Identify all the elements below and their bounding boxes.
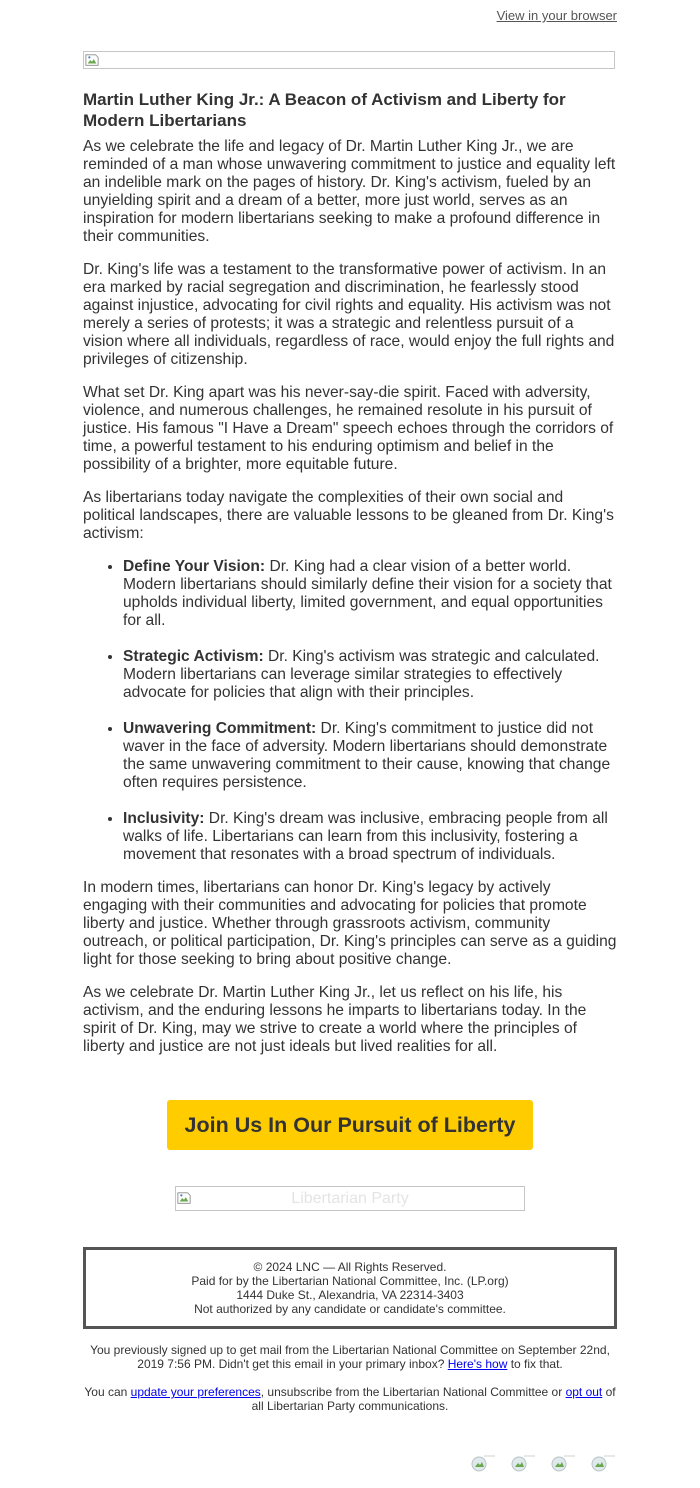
join-us-button[interactable]: Join Us In Our Pursuit of Liberty [167, 1100, 533, 1150]
header-image [83, 51, 615, 69]
article-title: Martin Luther King Jr.: A Beacon of Activism and Liberty for Modern Libertarians [83, 90, 566, 130]
lesson-label: Inclusivity: [123, 810, 205, 827]
list-item [123, 720, 617, 792]
not-authorized-line: Not authorized by any candidate or candidate's committee. [194, 1302, 506, 1316]
lesson-text: Dr. King's dream was inclusive, embracing people from all walks of life. Libertarians can learn from this inclusivity, fostering a movement that resonates with a broad spectrum of individuals. [123, 810, 608, 863]
paragraph: As libertarians today navigate the complexities of their own social and political landscapes, there are valuable lessons to be gleaned from Dr. King's activism: [83, 489, 614, 542]
paragraph: What set Dr. King apart was his never-say-die spirit. Faced with adversity, violence, and numerous challenges, he remained resolute in his pursuit of justice. His famous "I Have a Dream" speech echoes through the corridors of time, a powerful testament to his enduring optimism and belief in the possibility of a brighter, more equitable future. [83, 384, 614, 473]
instagram-broken-image-icon[interactable] [550, 1451, 576, 1473]
lesson-text: Dr. King had a clear vision of a better world. Modern libertarians should similarly define their vision for a society that upholds individual liberty, limited government, and equal opportunities for all. [123, 558, 612, 629]
copyright-line: © 2024 LNC — All Rights Reserved. [253, 1260, 447, 1274]
list-item [123, 648, 617, 702]
paragraph: As we celebrate Dr. Martin Luther King Jr., let us reflect on his life, his activism, and the enduring lessons he imparts to libertarians today. In the spirit of Dr. King, may we strive to create a world where the principles of liberty and justice are not just ideals but lived realities for all. [83, 984, 587, 1055]
address-line: 1444 Duke St., Alexandria, VA 22314-3403 [236, 1288, 464, 1302]
lesson-label: Define Your Vision: [123, 558, 266, 575]
paid-for-line: Paid for by the Libertarian National Committee, Inc. (LP.org) [191, 1274, 509, 1288]
article [83, 89, 617, 1071]
view-in-browser-link[interactable]: View in your browser [496, 8, 617, 23]
heres-how-link[interactable]: Here's how [447, 1357, 508, 1371]
logo-alt-text: Libertarian Party [291, 1189, 409, 1207]
list-item [123, 558, 617, 630]
opt-out-link[interactable]: opt out [565, 1385, 603, 1399]
libertarian-party-logo[interactable] [175, 1186, 525, 1211]
twitter-broken-image-icon[interactable] [510, 1451, 536, 1473]
list-item [123, 810, 617, 864]
broken-image-icon [85, 53, 99, 67]
facebook-broken-image-icon[interactable] [470, 1451, 496, 1473]
broken-image-icon [177, 1191, 191, 1205]
social-links [470, 1451, 616, 1473]
paragraph: Dr. King's life was a testament to the transformative power of activism. In an era marked by racial segregation and discrimination, he fearlessly stood against injustice, advocating for civil rights and equality. His activism was not merely a series of protests; it was a strategic and relentless pursuit of a vision where all individuals, regardless of race, would enjoy the full rights and privileges of citizenship. [83, 261, 615, 368]
lesson-label: Strategic Activism: [123, 648, 264, 665]
signup-notice: You previously signed up to get mail from the Libertarian National Committee on September 22nd, 2019 7:56 PM. Didn't get this email in your primary inbox? Here's how to fix that. [90, 1343, 610, 1371]
update-preferences-link[interactable]: update your preferences [130, 1385, 261, 1399]
lessons-list [83, 558, 617, 864]
lesson-text: Dr. King's activism was strategic and calculated. Modern libertarians can leverage similar strategies to effectively advocate for policies that align with their principles. [123, 648, 600, 701]
lesson-text: Dr. King's commitment to justice did not waver in the face of adversity. Modern libertarians should demonstrate the same unwavering commitment to their cause, knowing that change often requires persistence. [123, 720, 611, 791]
legal-disclaimer [83, 1247, 617, 1329]
paragraph: In modern times, libertarians can honor Dr. King's legacy by actively engaging with their communities and advocating for policies that promote liberty and justice. Whether through grassroots activism, community outreach, or political participation, Dr. King's principles can serve as a guiding light for those seeking to bring about positive change. [83, 879, 617, 968]
youtube-broken-image-icon[interactable] [590, 1451, 616, 1473]
paragraph: As we celebrate the life and legacy of Dr. Martin Luther King Jr., we are reminded of a man whose unwavering commitment to justice and equality left an indelible mark on the pages of history. Dr. King's activism, fueled by an unyielding spirit and a dream of a better, more just world, serves as an inspiration for modern libertarians seeking to make a profound difference in their communities. [83, 138, 616, 245]
preferences-notice: You can update your preferences, unsubscribe from the Libertarian National Committee or opt out of all Libertarian Party communications. [84, 1385, 616, 1413]
lesson-label: Unwavering Commitment: [123, 720, 317, 737]
